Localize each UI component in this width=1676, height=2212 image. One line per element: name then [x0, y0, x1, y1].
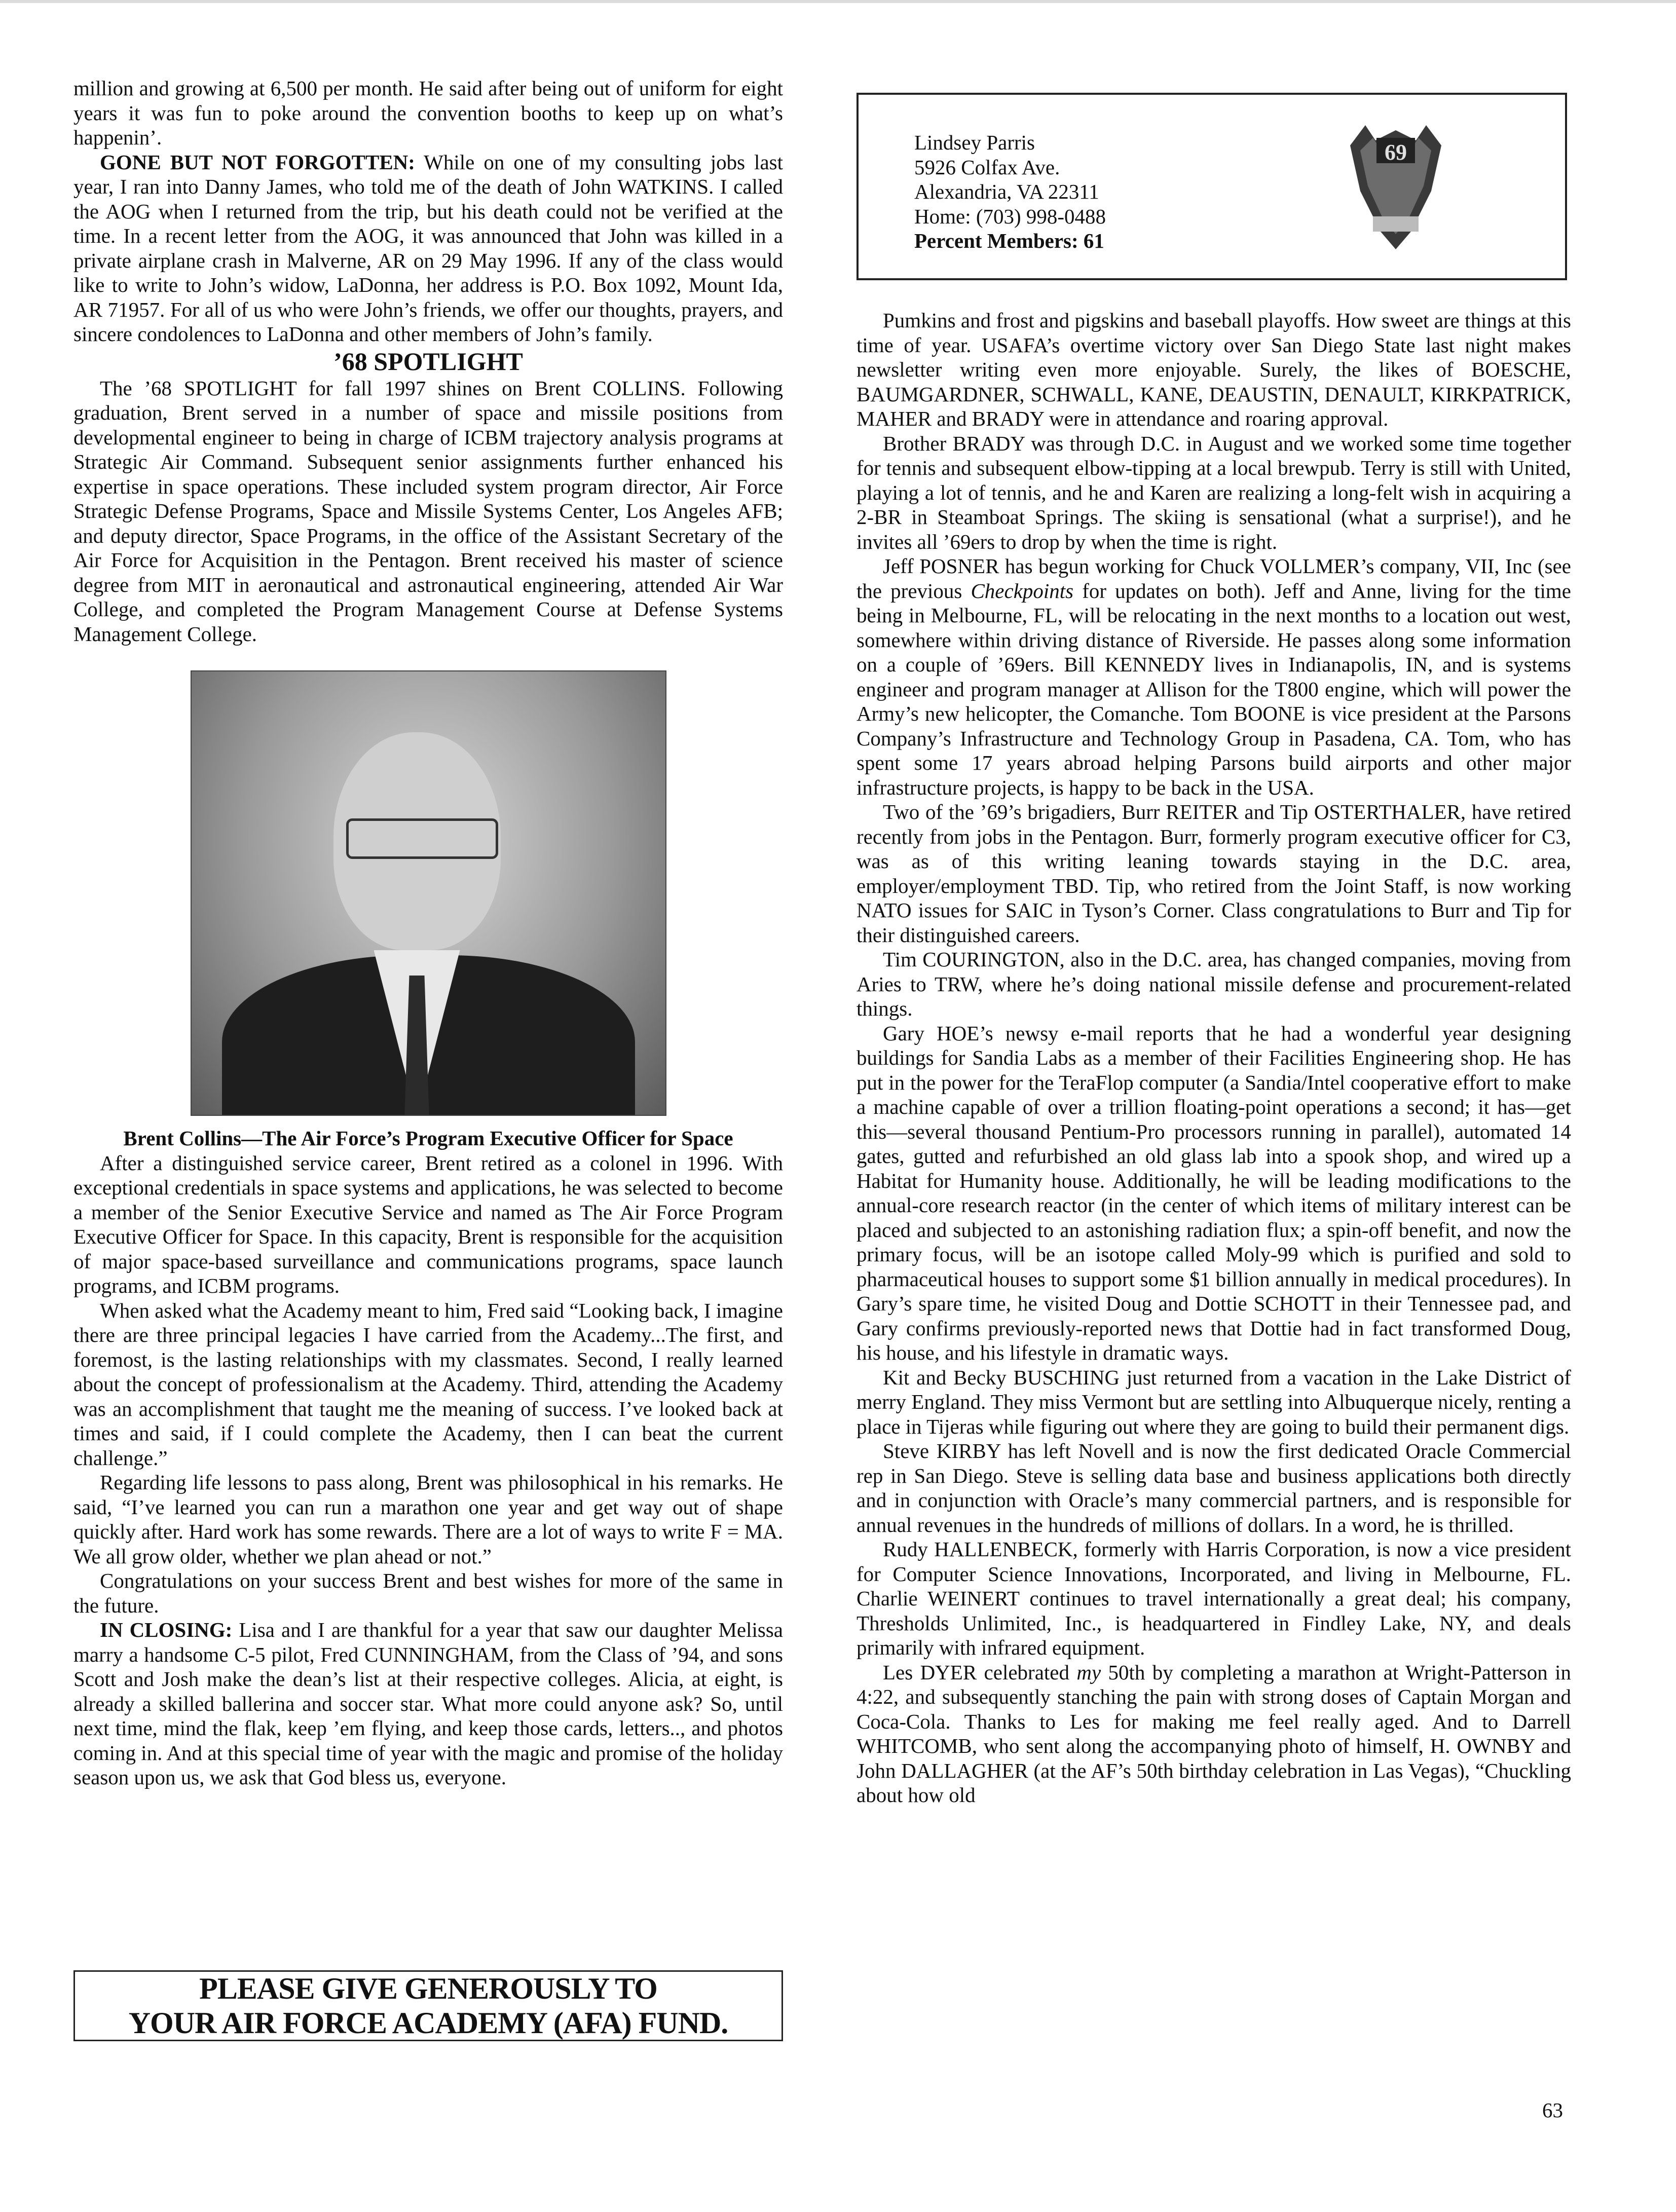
paragraph-text: for updates on both). Jeff and Anne, living for the time being in Melbourne, FL, will be relocating in the next months to a location out west, somewhere within driving distance of Riverside. He passes along some information on a couple of ’69ers. Bill KENNEDY lives in Indianapolis, IN, and is systems engineer and program manager at Allison for the T800 engine, which will power the Army’s new helicopter, the Comanche. Tom BOONE is vice president at the Parsons Company’s Infrastructure and Technology Group in Pasadena, CA. Tom, who has spent some 17 years abroad helping Parsons build airports and other major infrastructure projects, is happy to be back in the USA.	[856, 579, 1571, 799]
paragraph: Regarding life lessons to pass along, Brent was philosophical in his remarks. He said, “I’ve learned you can run a marathon one year and get way out of shape quickly after. Hard work has some rewards. There are a lot of ways to write F = MA. We all grow older, whether we plan ahead or not.”	[73, 1471, 783, 1568]
section-lead: GONE BUT NOT FORGOTTEN:	[100, 150, 415, 174]
photo-caption: Brent Collins—The Air Force’s Program Executive Officer for Space	[123, 1127, 733, 1150]
left-column	[73, 76, 783, 1790]
section-lead: IN CLOSING:	[100, 1618, 233, 1641]
paragraph: Rudy HALLENBECK, formerly with Harris Corporation, is now a vice president for Computer Science Innovations, Incorporated, and living in Melbourne, FL. Charlie WEINERT continues to travel internationally a great deal; his company, Thresholds Unlimited, Inc., is headquartered in Findley Lake, NY, and deals primarily with infrared equipment.	[856, 1538, 1571, 1659]
paragraph: Two of the ’69’s brigadiers, Burr REITER and Tip OSTERTHALER, have retired recently from jobs in the Pentagon. Burr, formerly program executive officer for C3, was as of this writing leaning towards staying in the D.C. area, employer/employment TBD. Tip, who retired from the Joint Staff, is now working NATO issues for SAIC in Tyson’s Corner. Class congratulations to Burr and Tip for their distinguished careers.	[856, 800, 1571, 947]
paragraph-text: While on one of my consulting jobs last year, I ran into Danny James, who told me of the death of John WATKINS. I called the AOG when I returned from the trip, but his death could not be verified at the time. In a recent letter from the AOG, it was announced that John was killed in a private airplane crash in Malverne, AR on 29 May 1996. If any of the class would like to write to John’s widow, LaDonna, her address is P.O. Box 1092, Mount Ida, AR 71957. For all of us who were John’s friends, we offer our thoughts, prayers, and sincere condolences to LaDonna and other members of John’s family.	[73, 150, 783, 346]
photo-glasses	[346, 818, 498, 859]
crest-year: 69	[1385, 140, 1407, 165]
paragraph: Kit and Becky BUSCHING just returned from a vacation in the Lake District of merry England. They miss Vermont but are settling into Albuquerque nicely, renting a place in Tijeras while figuring out where they are going to build their permanent digs.	[856, 1365, 1571, 1438]
paragraph-text: 50th by completing a marathon at Wright-Patterson in 4:22, and subsequently stanching the pain with strong doses of Captain Morgan and Coca-Cola. Thanks to Les for making me feel really aged. And to Darrell WHITCOMB, who sent along the accompanying photo of himself, H. OWNBY and John DALLAGHER (at the AF’s 50th birthday celebration in Las Vegas), “Chuckling about how old	[856, 1660, 1572, 1807]
fund-appeal-box	[73, 1970, 783, 2041]
paragraph: When asked what the Academy meant to him, Fred said “Looking back, I imagine there are three principal legacies I have carried from the Academy...The first, and foremost, is the lasting relationships with my classmates. Second, I really learned about the concept of professionalism at the Academy. Third, attending the Academy was an accomplishment that taught me the meaning of success. I’ve looked back at times and said, if I could complete the Academy, then I can beat the current challenge.”	[73, 1298, 783, 1470]
contact-city: Alexandria, VA 22311	[914, 180, 1099, 203]
paragraph: The ’68 SPOTLIGHT for fall 1997 shines on Brent COLLINS. Following graduation, Brent served in a number of space and missile positions from developmental engineer to being in charge of ICBM trajectory analysis programs at Strategic Air Command. Subsequent senior assignments further enhanced his expertise in space operations. These included system program director, Air Force Strategic Defense Programs, Space and Missile Systems Center, Los Angeles AFB; and deputy director, Space Programs, in the office of the Assistant Secretary of the Air Force for Acquisition in the Pentagon. Brent received his master of science degree from MIT in aeronautical and astronautical engineering, attended Air War College, and completed the Program Management Course at Defense Systems Management College.	[73, 376, 783, 646]
class-crest-icon	[1345, 115, 1446, 252]
contact-street: 5926 Colfax Ave.	[914, 155, 1060, 179]
page-number: 63	[1542, 2098, 1563, 2122]
paragraph-text: Lisa and I are thankful for a year that saw our daughter Melissa marry a handsome C-5 pilot, Fred CUNNINGHAM, from the Class of ’94, and sons Scott and Josh make the dean’s list at their respective colleges. Alicia, at eight, is already a skilled ballerina and soccer star. What more could anyone ask? So, until next time, mind the flak, keep ’em flying, and keep those cards, letters.., and photos coming in. And at this special time of year with the magic and promise of the holiday season upon us, we ask that God bless us, everyone.	[73, 1618, 784, 1789]
paragraph: Steve KIRBY has left Novell and is now the first dedicated Oracle Commercial rep in San Diego. Steve is selling data base and business applications both directly and in conjunction with Oracle’s many commercial partners, and is responsible for annual revenues in the hundreds of millions of dollars. In a word, he is thrilled.	[856, 1439, 1571, 1536]
paragraph-gone-but-not-forgotten	[73, 150, 783, 347]
paragraph: Pumkins and frost and pigskins and baseball playoffs. How sweet are things at this time of year. USAFA’s overtime victory over San Diego State last night makes newsletter writing even more enjoyable. Surely, the likes of BOESCHE, BAUMGARDNER, SCHWALL, KANE, DEAUSTIN, DENAULT, KIRKPATRICK, MAHER and BRADY were in attendance and roaring approval.	[856, 309, 1571, 430]
paragraph: Gary HOE’s newsy e-mail reports that he had a wonderful year designing buildings for Sandia Labs as a member of their Facilities Engineering shop. He has put in the power for the TeraFlop computer (a Sandia/Intel cooperative effort to make a machine capable of over a trillion floating-point operations a second; it has—get this—several thousand Pentium-Pro processors running in parallel), automated 14 gates, gutted and refurbished an old glass lab into a spook shop, and wired up a Habitat for Humanity house. Additionally, he will be leading modifications to the annual-core research reactor (in the center of which items of military interest can be placed and subjected to an astonishing radiation flux; a spin-off benefit, and now the primary focus, will be an isotope called Moly-99 which is purified and sold to pharmaceutical houses to support some $1 billion annually in medical procedures). In Gary’s spare time, he visited Doug and Dottie SCHOTT in their Tennessee pad, and Gary confirms previously-reported news that Dottie had in fact transformed Doug, his house, and his lifestyle in dramatic ways.	[856, 1021, 1571, 1364]
emphasis: my	[1076, 1660, 1101, 1684]
paragraph-posner	[856, 554, 1571, 800]
contact-name: Lindsey Parris	[914, 131, 1035, 154]
contact-info	[914, 130, 1106, 253]
class-contact-box	[856, 93, 1567, 280]
paragraph: Tim COURINGTON, also in the D.C. area, has changed companies, moving from Aries to TRW, where he’s doing national missile defense and procurement-related things.	[856, 948, 1571, 1020]
spotlight-heading: ’68 SPOTLIGHT	[333, 347, 523, 376]
paragraph: After a distinguished service career, Brent retired as a colonel in 1996. With exceptional credentials in space systems and applications, he was selected to become a member of the Senior Executive Service and named as The Air Force Program Executive Officer for Space. In this capacity, Brent is responsible for the acquisition of major space-based surveillance and communications programs, space launch programs, and ICBM programs.	[73, 1151, 783, 1297]
percent-members: Percent Members: 61	[914, 229, 1104, 252]
paragraph: Congratulations on your success Brent and best wishes for more of the same in the future.	[73, 1569, 783, 1617]
right-column	[856, 308, 1571, 1808]
scan-edge	[0, 0, 1676, 3]
paragraph: Brother BRADY was through D.C. in August and we worked some time together for tennis and subsequent elbow-tipping at a local brewpub. Terry is still with United, playing a lot of tennis, and he and Karen are realizing a long-felt wish in acquiring a 2-BR in Steamboat Springs. The skiing is sensational (what a surprise!), and he invites all ’69ers to drop by when the time is right.	[856, 431, 1571, 553]
contact-phone: Home: (703) 998-0488	[914, 204, 1106, 228]
paragraph: million and growing at 6,500 per month. He said after being out of uniform for eight years it was fun to poke around the convention booths to keep up on what’s happenin’.	[73, 77, 783, 149]
paragraph-text: Jeff POSNER has begun working for Chuck VOLLMER’s company, VII, Inc (see the previous	[856, 554, 1571, 603]
paragraph-dyer	[856, 1660, 1571, 1808]
publication-title: Checkpoints	[971, 579, 1074, 603]
portrait-photo	[191, 670, 666, 1116]
paragraph-in-closing	[73, 1618, 783, 1790]
fund-appeal-line-2: YOUR AIR FORCE ACADEMY (AFA) FUND.	[128, 2006, 728, 2040]
fund-appeal-line-1: PLEASE GIVE GENEROUSLY TO	[199, 1972, 657, 2005]
paragraph-text: Les DYER celebrated	[883, 1660, 1077, 1684]
